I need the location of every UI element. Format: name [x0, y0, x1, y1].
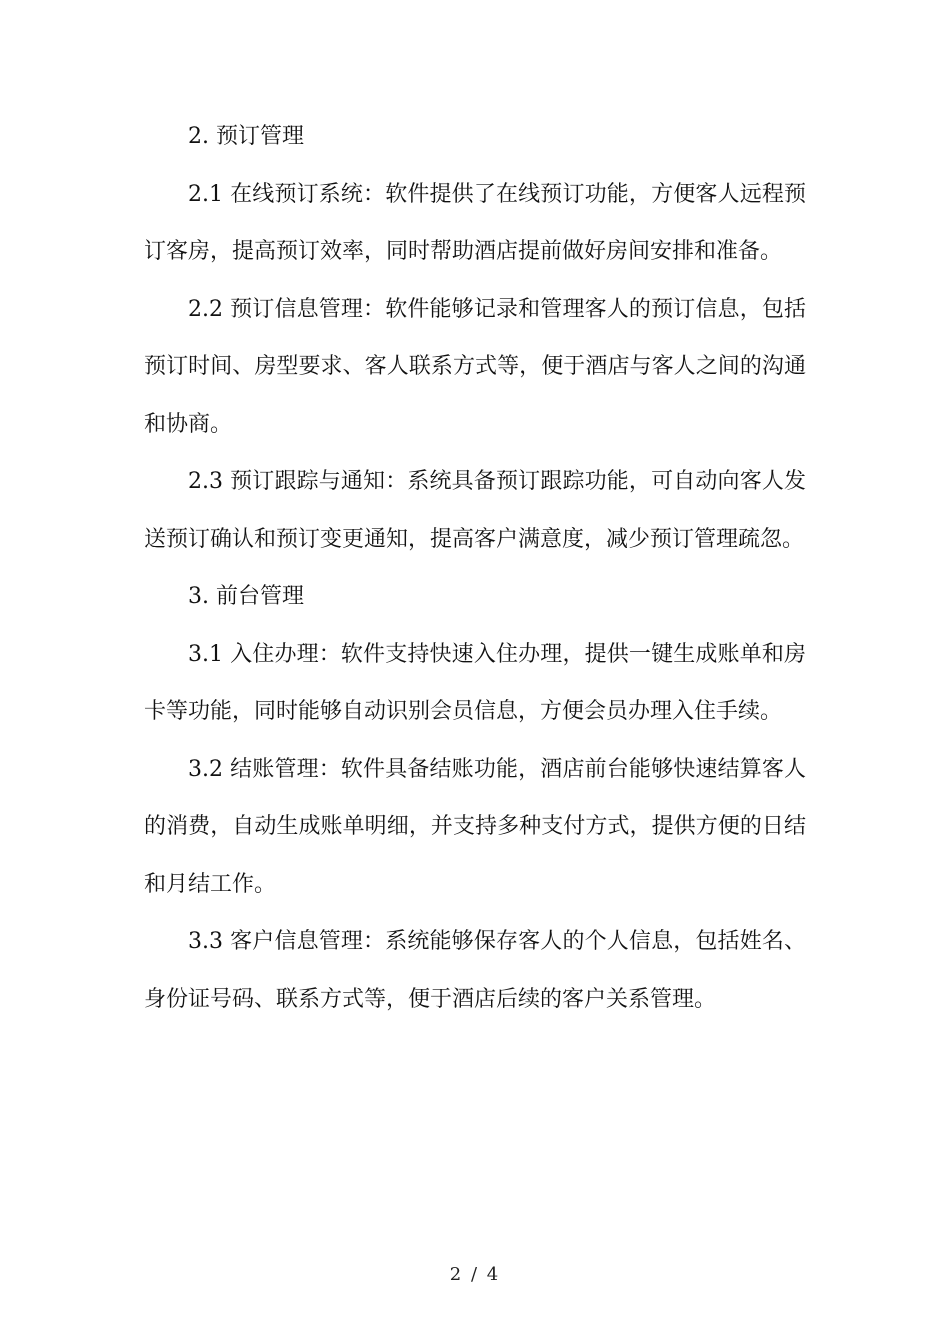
- paragraph-2-3: 2.3 预订跟踪与通知：系统具备预订跟踪功能，可自动向客人发送预订确认和预订变更通知，提高客户满意度，减少预订管理疏忽。: [144, 469, 806, 552]
- paragraph-3-3: 3.3 客户信息管理：系统能够保存客人的个人信息，包括姓名、身份证号码、联系方式等，便于酒店后续的客户关系管理。: [144, 929, 806, 1012]
- paragraph-3-2: 3.2 结账管理：软件具备结账功能，酒店前台能够快速结算客人的消费，自动生成账单明细，并支持多种支付方式，提供方便的日结和月结工作。: [144, 756, 806, 897]
- paragraph-3-1: 3.1 入住办理：软件支持快速入住办理，提供一键生成账单和房卡等功能，同时能够自动识别会员信息，方便会员办理入住手续。: [144, 641, 806, 724]
- page-number: 2 / 4: [449, 1264, 501, 1285]
- section-heading-front-desk: 3. 前台管理: [188, 584, 304, 609]
- paragraph-2-1: 2.1 在线预订系统：软件提供了在线预订功能，方便客人远程预订客房，提高预订效率，同时帮助酒店提前做好房间安排和准备。: [144, 181, 806, 264]
- document-body: [144, 108, 806, 1028]
- section-heading-booking: 2. 预订管理: [188, 124, 304, 149]
- paragraph-2-2: 2.2 预订信息管理：软件能够记录和管理客人的预订信息，包括预订时间、房型要求、客人联系方式等，便于酒店与客人之间的沟通和协商。: [144, 296, 806, 437]
